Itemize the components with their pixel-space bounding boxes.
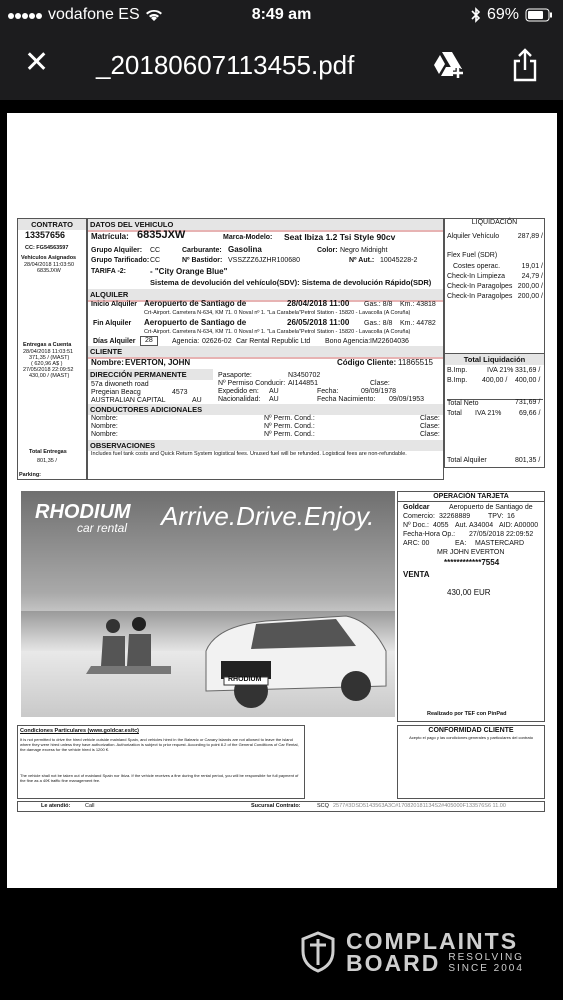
parking-label: Parking: (19, 472, 42, 478)
expedido-label: Expedido en: (218, 388, 259, 395)
bastidor-label: Nº Bastidor: (182, 257, 223, 264)
op-com-label: Comercio: (403, 513, 435, 520)
cond-part-text: It is not permitted to drive the hired vehicle outside mainland Spain, and vehicles hired in the Balearic or Canary Islands are not allowed to leave the island where they were hired unless they have authorization. Authorization is subject to prior request. According to point 8.2 of the General Conditions of Car Rental, the damage excess for the vehicle hired is 1200 €. (20, 737, 299, 753)
op-tpv-value: 16 (507, 513, 515, 520)
op-doc-label: Nº Doc.: (403, 522, 429, 529)
liq-value: 200,00 / (517, 293, 543, 300)
sucursal-value: SCQ (317, 803, 329, 809)
bastidor-value: VSSZZZ6JZHR100680 (228, 257, 300, 264)
grupo-tar-label: Grupo Tarificado: (91, 257, 150, 264)
logo-line-3: RESOLVING (448, 952, 524, 963)
tot-neto-label: Total Neto (447, 399, 543, 408)
sucursal-label: Sucursal Contrato: (251, 803, 301, 809)
cond-clase-3: Clase: (420, 431, 440, 438)
cc-label: CC: FG54563597 (25, 245, 69, 251)
permiso-label: Nº Permiso Conducir: (218, 380, 286, 387)
bimp2-value: 400,00 / (482, 377, 508, 384)
tot-neto-value: 731,69 / (515, 399, 541, 406)
cod-cli-value: 11865515 (398, 358, 433, 367)
liq-value: 24,79 / (521, 273, 543, 280)
op-cardholder: MR JOHN EVERTON (437, 549, 505, 556)
pasaporte-label: Pasaporte: (218, 372, 252, 379)
shield-icon (300, 931, 336, 973)
cod-cli-label: Código Cliente: (337, 358, 397, 367)
fecha-label: Fecha: (317, 388, 339, 395)
cond-perm-2: Nº Perm. Cond.: (264, 423, 315, 430)
dir-line-2: Pregeian Beacg (91, 389, 141, 396)
file-title: _20180607113455.pdf (96, 50, 355, 80)
fin-label: Fin Alquiler (93, 320, 132, 327)
veh-asig-header: Vehiculos Asignados (21, 255, 77, 261)
carrier-label: vodafone ES (48, 6, 140, 23)
bluetooth-icon (471, 7, 481, 23)
fin-gas: Gas.: 8/8 (364, 320, 393, 327)
tot-iva-value: 69,66 / (519, 410, 541, 417)
liq-label: Costes operac. (453, 263, 501, 270)
marca-value: Seat Ibiza 1.2 Tsi Style 90cv (284, 232, 396, 242)
bimp2-label: B.Imp. (447, 377, 468, 384)
carb-label: Carburante: (182, 247, 222, 254)
conformidad-header: CONFORMIDAD CLIENTE (428, 727, 514, 734)
fin-value: Aeropuerto de Santiago de (144, 318, 247, 327)
obs-text: Includes fuel tank costs and Quick Return System logistical fees. Unused fuel will be refunded. Logistical fees are non-refundable. (91, 451, 407, 457)
iva-value-1: 331,69 / (515, 367, 541, 374)
cond-perm-3: Nº Perm. Cond.: (264, 431, 315, 438)
add-to-drive-icon[interactable] (432, 50, 466, 80)
fnac-value: 09/09/1953 (389, 396, 425, 403)
tot-iva-percent: IVA 21% (475, 410, 502, 417)
op-doc-value: 4055 (433, 522, 449, 529)
tarifa-value: - "City Orange Blue" (150, 267, 228, 276)
dir-postcode: 4573 (172, 389, 188, 396)
op-tpv-label: TPV: (488, 513, 504, 520)
matricula-label: Matrícula: (91, 232, 129, 241)
nombre-value: EVERTON, JOHN (125, 358, 191, 367)
car-plate: RHODIUM (228, 676, 262, 683)
inicio-fecha: 28/04/2018 11:00 (287, 299, 350, 308)
dir-country: AU (192, 397, 202, 404)
fin-fecha: 26/05/2018 11:00 (287, 318, 350, 327)
op-com-value: 32268889 (439, 513, 471, 520)
status-bar (0, 0, 563, 32)
logo-line-1: COMPLAINTS (346, 928, 519, 954)
clock: 8:49 am (251, 6, 312, 23)
logo-line-4: SINCE 2004 (448, 963, 524, 974)
cond-nombre-1: Nombre: (91, 415, 118, 422)
iva-value-2: 400,00 / (515, 377, 541, 384)
fecha-value: 09/09/1978 (361, 388, 397, 395)
atendio-label: Le atendió: (41, 803, 71, 809)
tarifa-label: TARIFA -2: (91, 268, 126, 275)
permiso-value: AI144851 (288, 380, 318, 387)
tot-iva-label: Total (447, 410, 462, 417)
liq-row (447, 263, 543, 273)
cond-clase-2: Clase: (420, 423, 440, 430)
venta-amount: 430,00 EUR (447, 588, 491, 597)
cond-nombre-2: Nombre: (91, 423, 118, 430)
liq-row (447, 293, 543, 303)
venta-label: VENTA (403, 570, 430, 579)
inicio-km: Km.: 43818 (400, 301, 436, 308)
liq-value: 287,89 / (517, 233, 543, 240)
liq-label: Check-In Paragolpes (447, 293, 513, 300)
fin-address: Crt-Airport. Carretera N-634, KM 71. 0 Noval nº 1. "La Carabela"Petrol Station - 15820 - Lavacolla (A Coruña) (144, 329, 411, 335)
couple-illustration (71, 611, 181, 691)
entrega-2-date: 27/05/2018 22:09:52 (23, 367, 74, 373)
obs-header: OBSERVACIONES (88, 440, 443, 451)
ad-subtitle: car rental (77, 521, 128, 535)
pdf-toolbar (0, 32, 563, 100)
total-entregas-label: Total Entregas (29, 449, 67, 455)
complaints-board-logo (300, 930, 524, 974)
inicio-label: Inicio Alquiler (91, 301, 138, 308)
naut-value: 10045228-2 (380, 257, 418, 264)
close-icon[interactable]: ✕ (24, 46, 50, 79)
entrega-1-aud: ( 620,96 A$ ) (31, 361, 63, 367)
battery-percent: 69% (486, 6, 519, 23)
cond-part-text-2: The vehicle shall not be taken out of mainland Spain nor Ibiza. If the vehicle receives a fine during the rental period, you will be responsible for full payment of the fine as a 40€ traffic fine management fee. (20, 773, 299, 784)
agencia-value: 02626-02 (202, 338, 232, 345)
bono-value: IM22604036 (370, 338, 409, 345)
dir-line-3: AUSTRALIAN CAPITAL (91, 397, 166, 404)
battery-group (471, 6, 553, 24)
op-header: OPERACIÓN TARJETA (398, 493, 544, 502)
entrega-1-date: 28/04/2018 11:03:51 (23, 349, 74, 355)
carb-value: Gasolina (228, 245, 262, 254)
tot-liq-header: Total Liquidación (445, 353, 544, 365)
marca-label: Marca-Modelo: (223, 234, 273, 241)
op-card-number: ************7554 (444, 558, 500, 567)
inicio-value: Aeropuerto de Santiago de (144, 299, 247, 308)
logo-line-2: BOARD (346, 950, 441, 976)
contrato-header: CONTRATO (18, 219, 86, 230)
fin-km: Km.: 44782 (400, 320, 436, 327)
contrato-number: 13357656 (25, 230, 66, 240)
liq-row (447, 283, 543, 293)
liq-label: Check-In Paragolpes (447, 283, 513, 290)
tef-note: Realizado por TEF con PinPad (427, 711, 507, 717)
liq-row (447, 233, 543, 246)
inicio-address: Crt-Airport. Carretera N-634, KM 71. 0 Noval nº 1. "La Carabela"Petrol Station - 15820 - Lavacolla (A Coruña) (144, 310, 411, 316)
op-aut-label: Aut. (455, 522, 468, 529)
liq-label: Alquiler Vehículo (447, 233, 500, 240)
liq-value: 19,01 / (521, 263, 543, 270)
entrega-1-amount: 371,35 / (MAST) (29, 355, 70, 361)
alquiler-header: ALQUILER (88, 289, 443, 302)
liq-rows (447, 233, 543, 303)
liq-row (447, 273, 543, 283)
grupo-alq-label: Grupo Alquiler: (91, 247, 143, 254)
nacionalidad-label: Nacionalidad: (218, 396, 261, 403)
pasaporte-value: N3450702 (288, 372, 321, 379)
grupo-alq-value: CC (150, 247, 161, 254)
op-fh-value: 27/05/2018 22:09:52 (469, 531, 534, 538)
dias-label: Días Alquiler (93, 338, 136, 345)
car-illustration (196, 591, 391, 711)
rhodium-ad (21, 491, 395, 717)
agencia-name: Car Rental Republic Ltd (236, 338, 311, 345)
agencia-label: Agencia: (172, 338, 200, 345)
liq-header: LIQUIDACIÓN (471, 219, 518, 226)
total-entregas-value: 801,35 / (37, 458, 57, 464)
entregas-header: Entregas a Cuenta (23, 342, 72, 348)
op-ea: EA: (455, 540, 467, 547)
op-arc: ARC: 00 (403, 540, 430, 547)
grupo-tar-value: CC (150, 257, 161, 264)
bono-label: Bono Agencia: (325, 338, 371, 345)
op-goldcar: Goldcar (403, 504, 430, 511)
liq-label: Check-In Limpieza (447, 273, 505, 280)
matricula-value: 6835JXW (137, 229, 186, 241)
op-aid-label: AID: (499, 522, 513, 529)
op-card-type: MASTERCARD (475, 540, 525, 547)
dias-value: 28 (140, 336, 158, 346)
ad-brand: RHODIUM (35, 501, 131, 523)
op-fh-label: Fecha-Hora Op.: (403, 531, 456, 538)
tot-alq-value: 801,35 / (515, 457, 541, 464)
entrega-2-amount: 430,00 / (MAST) (29, 373, 70, 379)
bimp-label: B.Imp. (447, 367, 468, 374)
color-label: Color: (317, 247, 338, 254)
liq-row (447, 252, 543, 263)
veh-asig-plate: 6835JXW (37, 268, 61, 274)
dir-header: DIRECCIÓN PERMANENTE (88, 369, 213, 380)
expedido-value: AU (269, 388, 279, 395)
fnac-label: Fecha Nacimiento: (317, 396, 376, 403)
sdv-line: Sistema de devolución del vehículo(SDV): Sistema de devolución Rápido(SDR) (150, 278, 432, 287)
veh-asig-date: 28/04/2018 11:03:50 (24, 262, 75, 268)
liq-label: Flex Fuel (SDR) (447, 252, 498, 259)
tot-alq-label: Total Alquiler (447, 457, 487, 464)
cond-nombre-3: Nombre: (91, 431, 118, 438)
atendio-value: Call (85, 803, 95, 809)
pdf-page (7, 113, 557, 888)
op-aut-value: A34004 (469, 522, 494, 529)
inicio-gas: Gas.: 8/8 (364, 301, 393, 308)
cond-part-header: Condiciones Particulares (www.goldcar.es/tc) (20, 728, 139, 734)
cond-perm-1: Nº Perm. Cond.: (264, 415, 315, 422)
dir-line-1: 57a diwoneth road (91, 381, 149, 388)
ad-tagline: Arrive.Drive.Enjoy. (161, 501, 375, 531)
cliente-header: CLIENTE (88, 346, 443, 359)
share-icon[interactable] (512, 48, 538, 82)
liq-value: 200,00 / (517, 283, 543, 290)
nombre-label: Nombre: (91, 358, 124, 367)
nacionalidad-value: AU (269, 396, 279, 403)
battery-icon (525, 8, 553, 22)
op-aid-value: A00000 (514, 522, 539, 529)
iva-label: IVA 21% (487, 367, 514, 374)
conformidad-text: Acepto el pago y las condiciones generales y particulares del contrato (409, 735, 533, 740)
datos-header: DATOS DEL VEHICULO (88, 219, 443, 232)
conductores-header: CONDUCTORES ADICIONALES (88, 404, 443, 415)
op-aero: Aeropuerto de Santiago de (449, 504, 533, 511)
cond-clase-1: Clase: (420, 415, 440, 422)
naut-label: Nº Aut.: (349, 257, 375, 264)
sucursal-code: 2577#3DSD5143563A3C#170820181134S2#405000F133576S6 11.00 (333, 803, 506, 809)
color-value: Negro Midnight (340, 247, 388, 254)
clase-label: Clase: (370, 380, 390, 387)
